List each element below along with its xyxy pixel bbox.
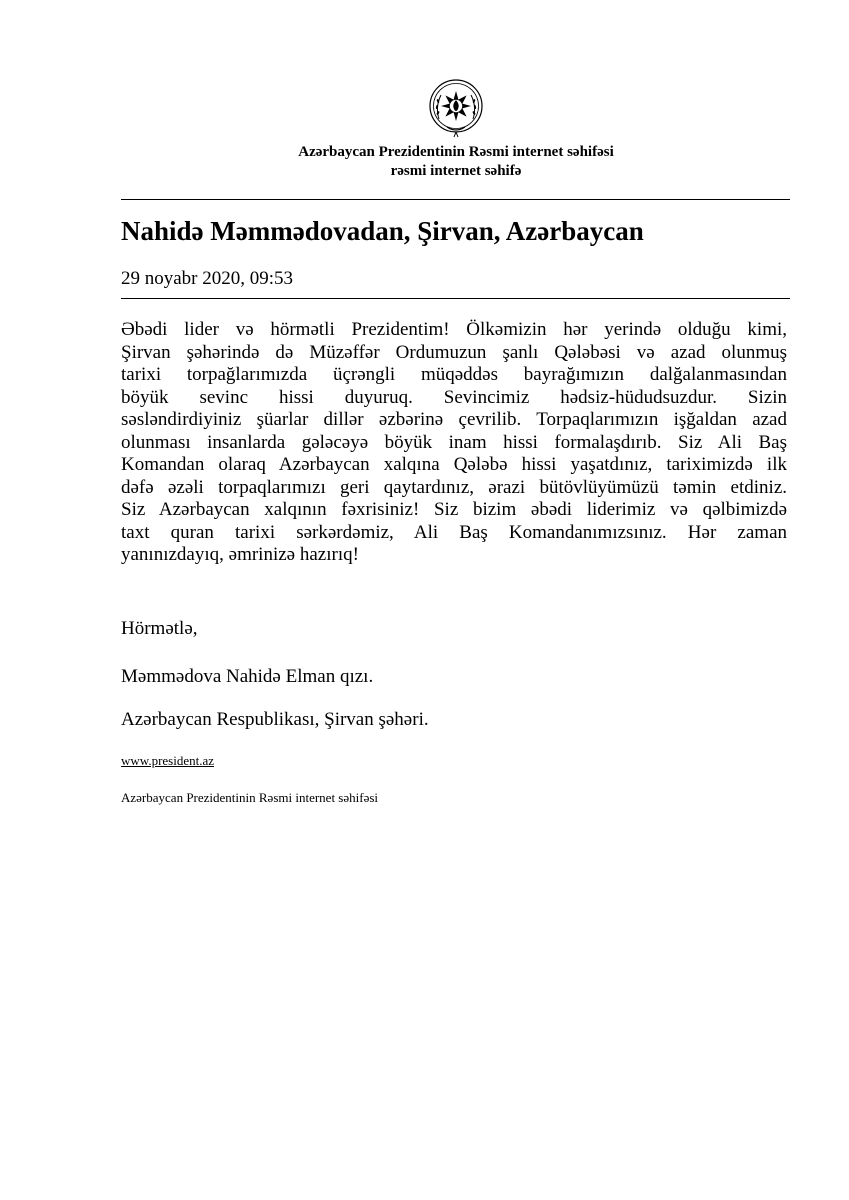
footer-site-name: Azərbaycan Prezidentinin Rəsmi internet səhifəsi [121, 790, 379, 805]
body-line: dəfə əzəli torpaqlarımızı geri qaytardınız, ərazi bütövlüyümüzü təmin etdiniz. [121, 476, 787, 498]
site-title: Azərbaycan Prezidentinin Rəsmi internet səhifəsi [298, 144, 614, 160]
article-title: Nahidə Məmmədovadan, Şirvan, Azərbaycan [121, 216, 644, 246]
body-line: Komandan olaraq Azərbaycan xalqına Qələbə hissi yaşatdınız, tariximizdə ilk [121, 454, 787, 476]
title-divider [121, 298, 790, 299]
body-line: Əbədi lider və hörmətli Prezidentim! Ölkəmizin hər yerində olduğu kimi, [121, 319, 787, 340]
azerbaijan-state-emblem-icon [427, 77, 485, 139]
body-line: böyük sevinc hissi duyuruq. Sevincimiz hədsiz-hüdudsuzdur. Sizin [121, 386, 787, 408]
body-line: yanınızdayıq, əmrinizə hazırıq! [121, 544, 359, 566]
site-subtitle: rəsmi internet səhifə [390, 163, 522, 179]
president-site-link[interactable]: www.president.az [121, 753, 215, 768]
header-divider [121, 199, 790, 200]
body-line: Şirvan şəhərində də Müzəffər Ordumuzun şanlı Qələbəsi və azad olunmuş [121, 341, 787, 363]
body-line: taxt quran tarixi sərkərdəmiz, Ali Baş Komandanımızsınız. Hər zaman [121, 521, 787, 543]
author-location: Azərbaycan Respublikası, Şirvan şəhəri. [121, 709, 429, 730]
closing-greeting: Hörmətlə, [121, 618, 198, 639]
article-body [121, 319, 787, 567]
author-signature: Məmmədova Nahidə Elman qızı. [121, 666, 374, 687]
body-line: Siz Azərbaycan xalqının fəxrisiniz! Siz bizim əbədi liderimiz və qəlbimizdə [121, 499, 787, 521]
body-line: olunması insanlarda gələcəyə böyük inam hissi formalaşdırıb. Siz Ali Baş [121, 431, 787, 453]
body-line: tarixi torpağlarımızda üçrəngli müqəddəs bayrağımızın dalğalanmasından [121, 364, 787, 386]
body-line: səsləndirdiyiniz şüarlar dillər əzbərinə çevrilib. Torpaqlarımızın işğaldan azad [121, 409, 787, 431]
article-date: 29 noyabr 2020, 09:53 [121, 268, 294, 289]
